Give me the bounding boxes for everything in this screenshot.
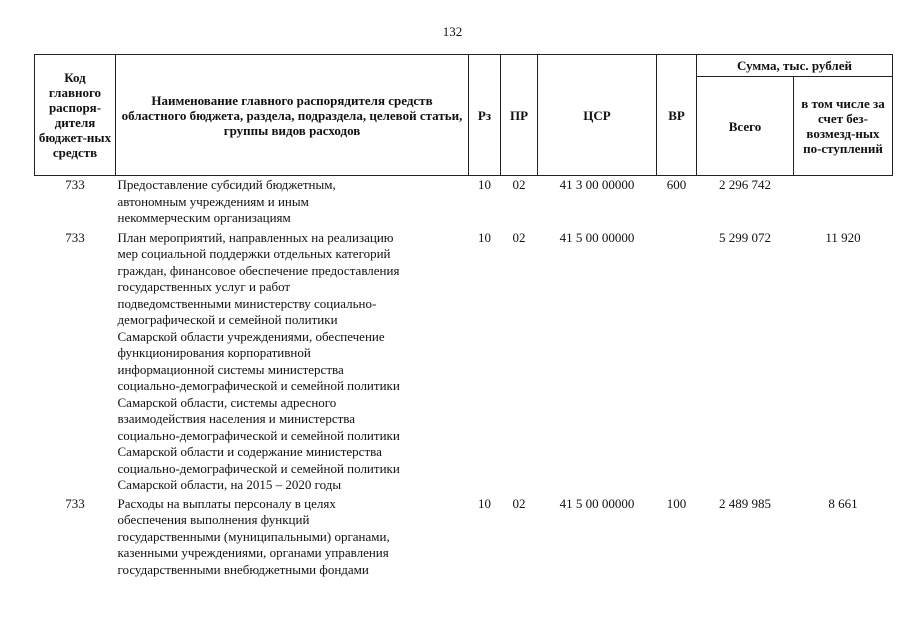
row-pr-cell: 02 [512,177,526,192]
name-line: Предоставление субсидий бюджетным, [117,177,336,192]
name-line: Самарской области учреждениями, обеспечение [117,328,385,344]
name-line: обеспечения выполнения функций [117,512,310,527]
row-csr-cell: 41 3 00 00000 [559,177,635,192]
row-free-cell: 8 661 [828,495,858,511]
row-vr-cell: 100 [666,495,687,511]
table-row [35,176,893,227]
header-sum-group: Сумма, тыс. рублей [697,55,893,77]
name-line: автономным учреждениям и иным [117,193,309,209]
name-line: информационной системы министерства [117,361,344,377]
row-total-cell: 2 296 742 [719,177,771,192]
header-name: Наименование главного распорядителя средств областного бюджета, раздела, подраздела, целевой статьи, группы видов расходов [116,55,469,176]
name-line: взаимодействия населения и министерства [117,411,356,426]
name-line: демографической и семейной политики [117,312,338,327]
budget-table [34,54,893,578]
row-name-cell [116,494,469,579]
row-csr-cell: 41 5 00 00000 [559,495,635,511]
name-line: некоммерческим организациям [117,210,291,225]
header-pr: ПР [501,55,538,176]
name-line: государственными внебюджетными фондами [117,561,369,577]
row-code-cell: 733 [65,229,85,245]
row-csr-cell: 41 5 00 00000 [559,229,635,245]
name-line: подведомственными министерству социально- [117,295,377,311]
row-rz-cell: 10 [478,495,491,511]
name-line: социально-демографической и семейной политики [117,460,400,476]
header-total: Всего [697,77,794,176]
row-total-cell: 2 489 985 [719,495,771,511]
row-code-cell: 733 [65,495,85,511]
header-free: в том числе за счет без-возмезд-ных по-ступлений [794,77,893,176]
name-line: социально-демографической и семейной политики [117,427,400,443]
header-rz: Рз [469,55,501,176]
name-line: Расходы на выплаты персоналу в целях [117,495,336,511]
table-row [35,494,893,579]
name-line: государственными (муниципальными) органами, [117,528,390,544]
row-name-cell [116,176,469,227]
table-row [35,227,893,494]
row-code-cell: 733 [65,177,85,192]
name-line: План мероприятий, направленных на реализацию [117,229,394,245]
name-line: Самарской области, системы адресного [117,394,337,410]
name-line: Самарской области, на 2015 – 2020 годы [117,477,342,492]
row-name-cell [116,227,469,494]
row-pr-cell: 02 [512,495,526,511]
name-line: мер социальной поддержки отдельных категорий [117,246,391,261]
header-vr: ВР [657,55,697,176]
row-pr-cell: 02 [512,229,526,245]
name-line: граждан, финансовое обеспечение предоставления [117,262,400,278]
row-free-cell [794,176,893,227]
row-vr-cell: 600 [666,177,687,192]
name-line: социально-демографической и семейной политики [117,378,400,393]
row-rz-cell: 10 [478,177,491,192]
row-vr-cell [657,227,697,494]
row-rz-cell: 10 [478,229,491,245]
name-line: Самарской области и содержание министерства [117,444,382,459]
name-line: государственных услуг и работ [117,279,291,294]
row-free-cell: 11 920 [825,229,861,245]
table-body [35,176,893,579]
name-line: функционирования корпоративной [117,345,311,360]
header-csr: ЦСР [538,55,657,176]
row-total-cell: 5 299 072 [719,229,771,245]
header-code: Код главного распоря-дителя бюджет-ных средств [35,55,116,176]
page-number: 132 [442,24,463,39]
name-line: казенными учреждениями, органами управления [117,545,389,560]
